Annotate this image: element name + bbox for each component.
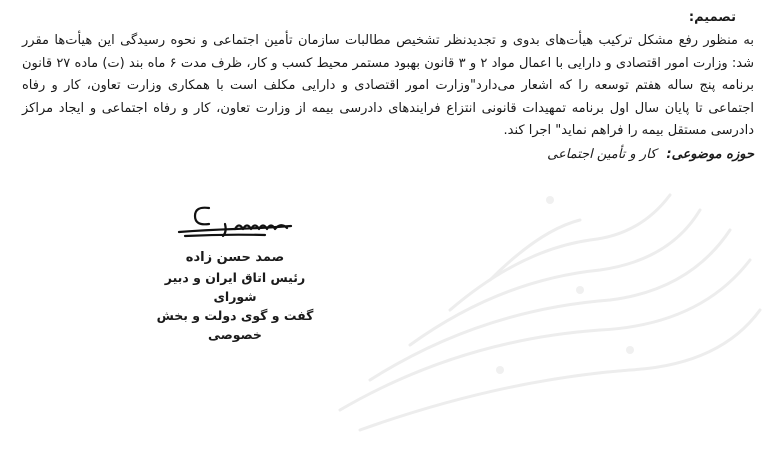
watermark-seal [300, 140, 770, 450]
subject-area-label: حوزه موضوعی: [666, 146, 754, 162]
handwritten-signature [165, 202, 305, 242]
decision-text [22, 8, 754, 165]
signature-block [150, 202, 320, 344]
subject-area-value: کار و تأمین اجتماعی [547, 146, 657, 162]
signer-title-line1: رئیس اتاق ایران و دبیر شورای [164, 270, 306, 304]
signer-title-line2: گفت و گوی دولت و بخش خصوصی [156, 308, 314, 342]
signer-name: صمد حسن زاده [185, 250, 285, 265]
decision-heading: تصمیم: [688, 10, 736, 25]
subject-area [22, 145, 754, 165]
decision-paragraph: به منظور رفع مشکل ترکیب هیأت‌های بدوی و تجدیدنظر تشخیص مطالبات سازمان تأمین اجتماعی و نحوه رسیدگی این هیأت‌ها مقرر شد: وزارت امور اقتصادی و دارایی با اعمال مواد ۲ و ۳ قانون بهبود مستمر محیط کسب و کار، ظرف مدت ۶ ماه بند (ت) ماده ۲۷ قانون برنامه پنج ساله هفتم توسعه را که اشعار می‌دارد"وزارت امور اقتصادی و دارایی مکلف است با همکاری وزارت تعاون، کار و رفاه اجتماعی تا پایان سال اول برنامه تمهیدات قانونی انتزاع فرایندهای دادرسی بیمه از وزارت تعاون، کار و رفاه اجتماعی و ایجاد مراکز دادرسی مستقل بیمه را فراهم نماید" اجرا کند. [22, 33, 755, 138]
